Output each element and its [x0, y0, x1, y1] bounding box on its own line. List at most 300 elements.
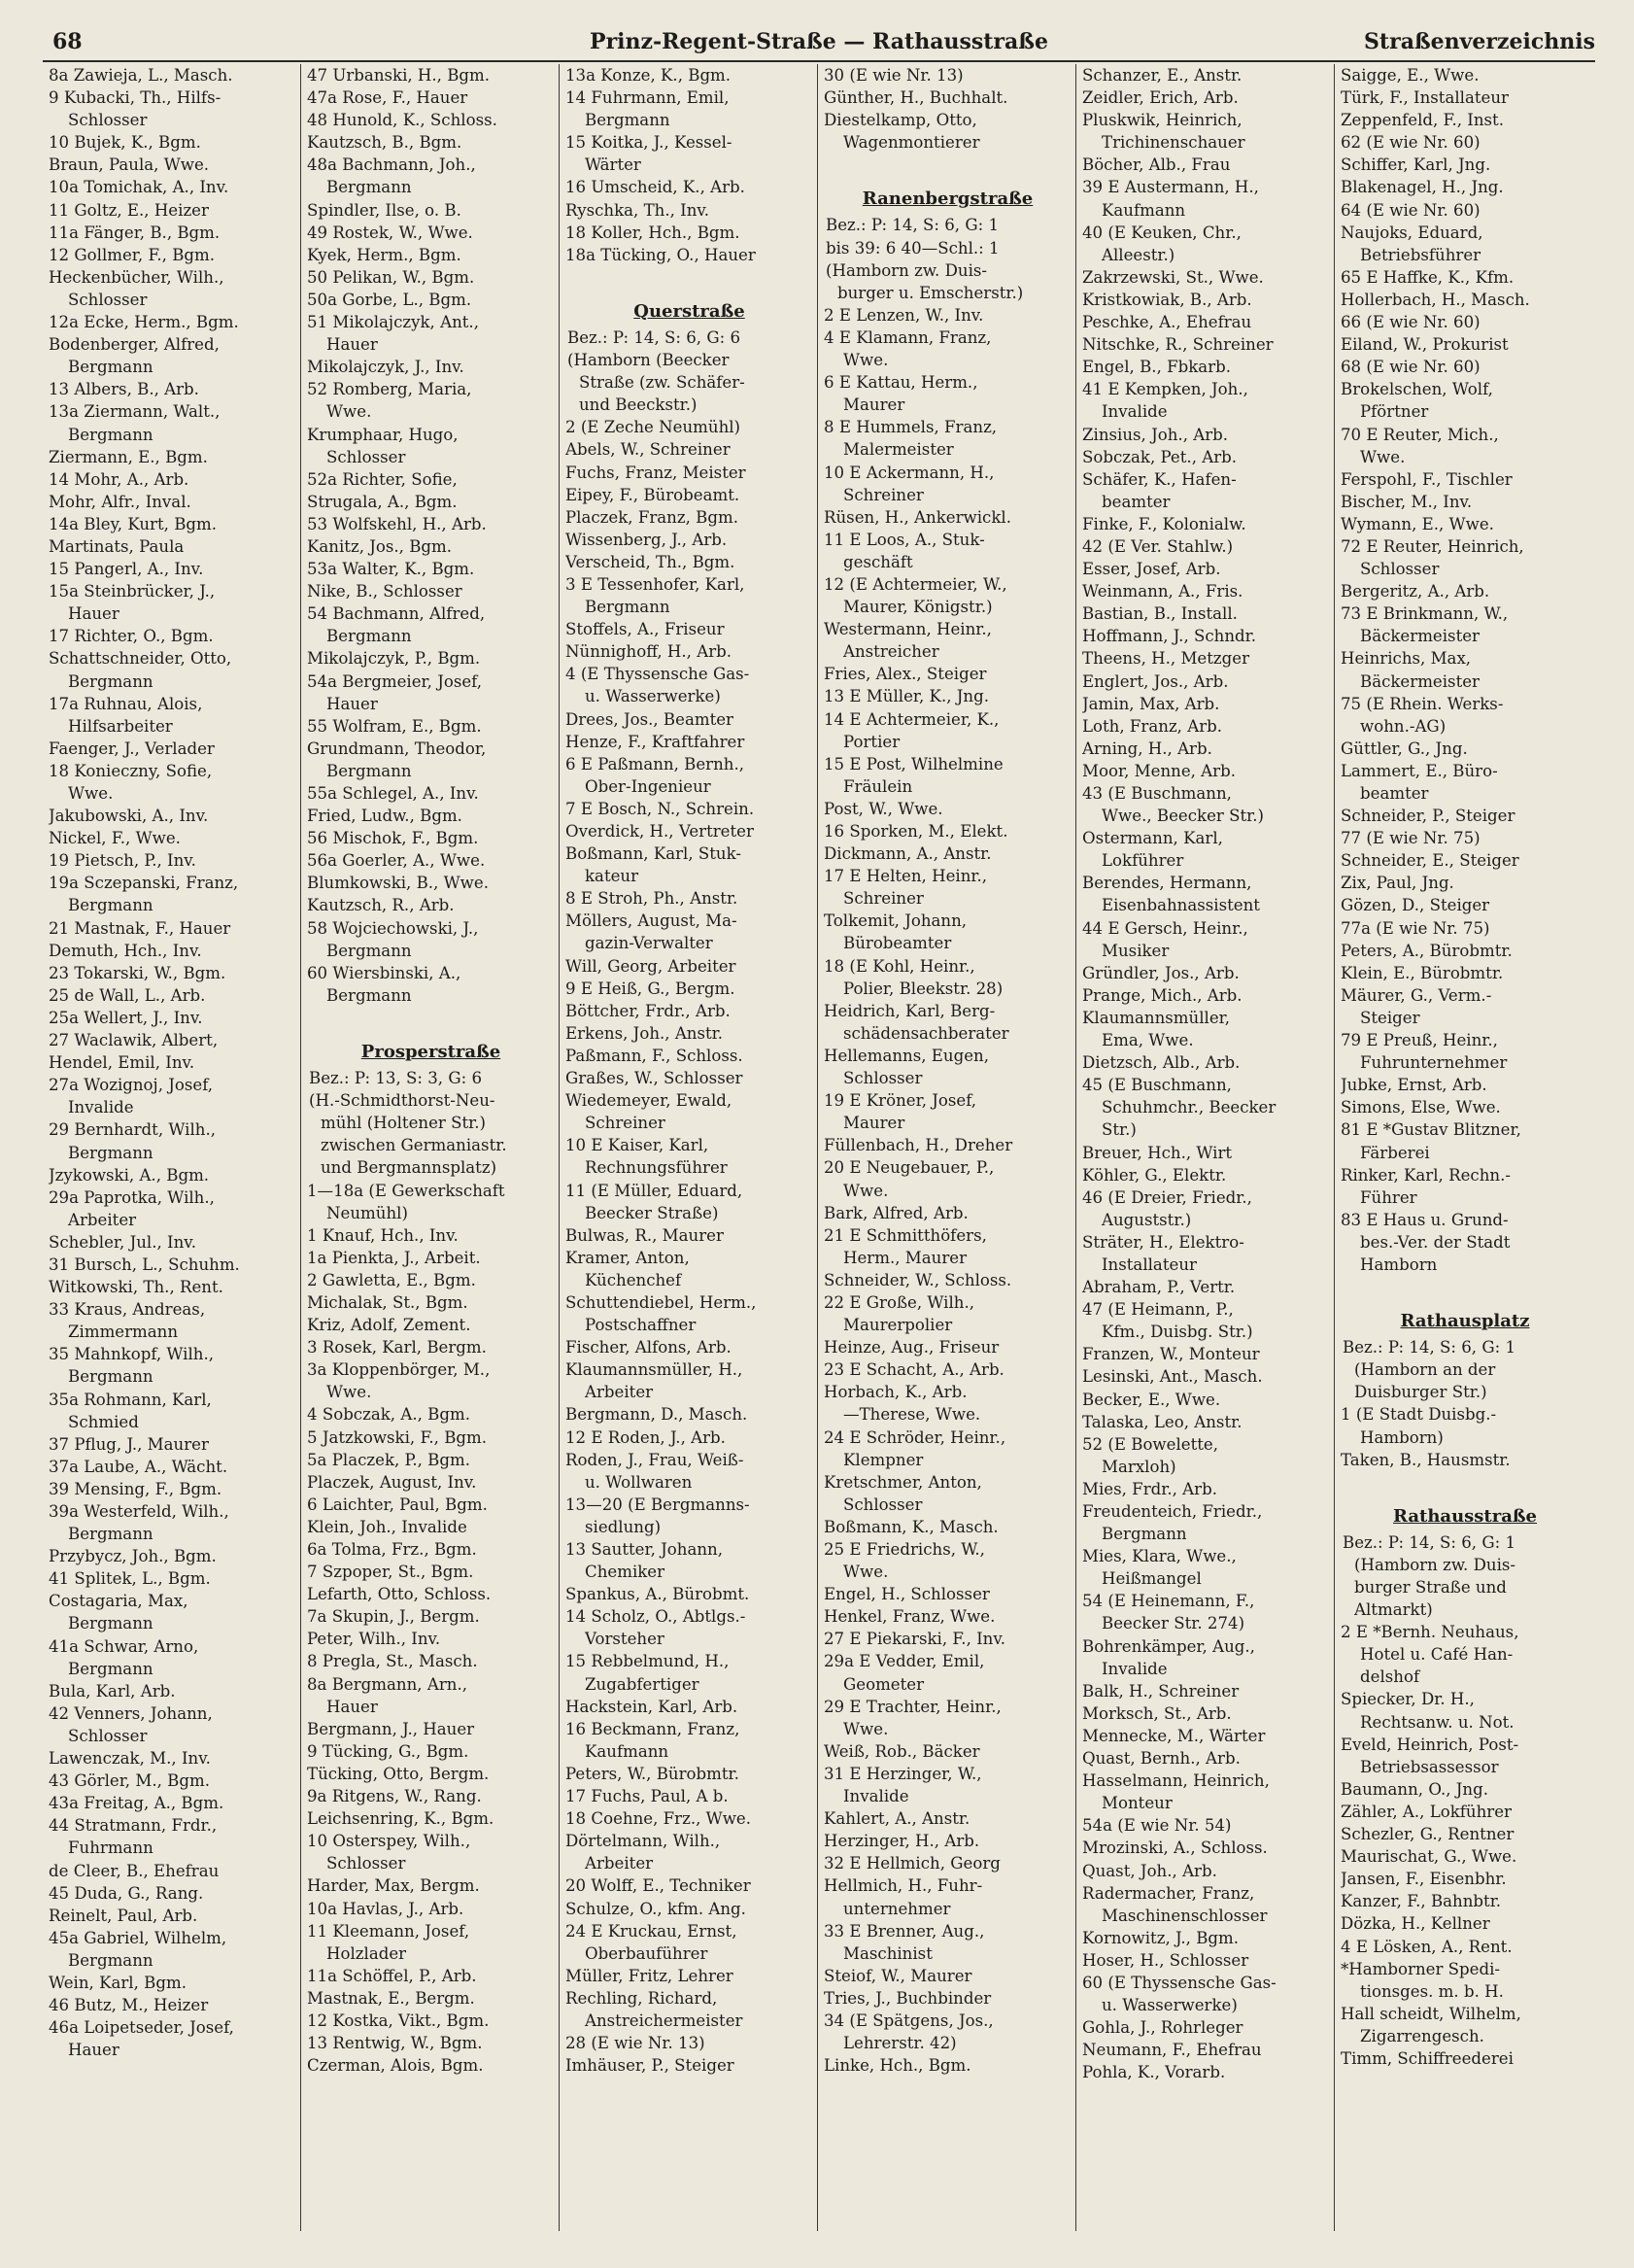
- directory-line: Wwe.: [843, 1719, 889, 1738]
- directory-line: 15 Rebbelmund, H.,: [565, 1652, 730, 1671]
- directory-line: 6 E Paßmann, Bernh.,: [565, 754, 745, 773]
- directory-line: Demuth, Hch., Inv.: [49, 941, 202, 960]
- directory-line: Klempner: [843, 1450, 924, 1469]
- directory-line: Heckenbücher, Wilh.,: [49, 267, 224, 287]
- directory-line: Bürobeamter: [843, 934, 952, 953]
- directory-line: 8 E Hummels, Franz,: [824, 418, 998, 437]
- directory-line: Gründler, Jos., Arb.: [1082, 963, 1240, 982]
- directory-line: Auguststr.): [1102, 1210, 1192, 1229]
- directory-line: 1 Knauf, Hch., Inv.: [307, 1225, 459, 1245]
- directory-line: Anstreicher: [843, 642, 939, 662]
- directory-line: Quast, Bernh., Arb.: [1082, 1749, 1241, 1769]
- directory-line: Michalak, St., Bgm.: [307, 1292, 468, 1312]
- directory-line: Wwe.: [326, 402, 372, 422]
- directory-line: Franzen, W., Monteur: [1082, 1345, 1260, 1364]
- directory-line: 13 Sautter, Johann,: [565, 1540, 724, 1559]
- directory-line: Hauer: [68, 604, 119, 624]
- directory-line: Englert, Jos., Arb.: [1082, 671, 1229, 691]
- directory-line: Fried, Ludw., Bgm.: [307, 807, 462, 826]
- directory-line: Heinze, Aug., Friseur: [824, 1338, 1000, 1357]
- directory-line: Geometer: [843, 1674, 925, 1694]
- directory-line: Ziermann, E., Bgm.: [49, 447, 208, 466]
- directory-line: Talaska, Leo, Anstr.: [1082, 1412, 1243, 1431]
- directory-line: Küchenchef: [585, 1270, 682, 1289]
- directory-line: 11a Fänger, B., Bgm.: [49, 223, 221, 242]
- directory-line: Peter, Wilh., Inv.: [307, 1630, 441, 1649]
- directory-line: Simons, Else, Wwe.: [1341, 1098, 1501, 1117]
- directory-line: Maurer: [843, 1114, 905, 1133]
- directory-line: Neumühl): [326, 1203, 408, 1222]
- directory-line: Zugabfertiger: [585, 1674, 699, 1694]
- directory-line: 53a Walter, K., Bgm.: [307, 560, 475, 579]
- directory-line: 55 Wolfram, E., Bgm.: [307, 716, 482, 736]
- column-6: [1335, 64, 1593, 2231]
- directory-line: Arbeiter: [585, 1383, 654, 1402]
- directory-line: Grundmann, Theodor,: [307, 739, 487, 758]
- directory-line: 5a Placzek, P., Bgm.: [307, 1450, 471, 1469]
- directory-line: Wwe.: [843, 1563, 889, 1582]
- directory-line: 15 Koitka, J., Kessel-: [565, 133, 732, 153]
- directory-line: gazin-Verwalter: [585, 934, 713, 953]
- directory-line: Bischer, M., Inv.: [1341, 492, 1473, 511]
- directory-line: Invalide: [68, 1098, 134, 1117]
- directory-line: 14 Scholz, O., Abtlgs.-: [565, 1607, 746, 1627]
- directory-line: Str.): [1102, 1120, 1137, 1140]
- directory-line: 17 E Helten, Heinr.,: [824, 867, 988, 886]
- directory-line: 20 E Neugebauer, P.,: [824, 1158, 995, 1178]
- directory-line: Wwe.: [326, 1383, 372, 1402]
- directory-line: 40 (E Keuken, Chr.,: [1082, 223, 1242, 242]
- directory-line: Schebler, Jul., Inv.: [49, 1232, 196, 1252]
- directory-line: Schlosser: [326, 1854, 406, 1873]
- directory-line: burger Straße und: [1354, 1578, 1507, 1597]
- directory-line: Kahlert, A., Anstr.: [824, 1809, 970, 1829]
- directory-line: Schmied: [68, 1412, 139, 1431]
- directory-line: beamter: [1102, 492, 1171, 511]
- directory-line: 77 (E wie Nr. 75): [1341, 829, 1481, 848]
- directory-line: Maurerpolier: [843, 1316, 953, 1335]
- directory-line: Rüsen, H., Ankerwickl.: [824, 507, 1011, 527]
- directory-line: Drees, Jos., Beamter: [565, 709, 733, 729]
- directory-line: Fries, Alex., Steiger: [824, 665, 987, 684]
- directory-line: 24 E Kruckau, Ernst,: [565, 1921, 737, 1941]
- directory-line: Kretschmer, Anton,: [824, 1472, 982, 1492]
- directory-line: Lesinski, Ant., Masch.: [1082, 1367, 1263, 1387]
- directory-line: Altmarkt): [1354, 1600, 1433, 1620]
- directory-line: 10 E Ackermann, H.,: [824, 463, 995, 482]
- page-header: [43, 29, 1595, 60]
- directory-line: Hamborn): [1360, 1427, 1444, 1447]
- directory-line: 45 Duda, G., Rang.: [49, 1883, 204, 1903]
- directory-line: Krumphaar, Hugo,: [307, 425, 459, 444]
- directory-line: Will, Georg, Arbeiter: [565, 956, 736, 976]
- directory-line: 2 E *Bernh. Neuhaus,: [1341, 1623, 1519, 1642]
- directory-line: 1—18a (E Gewerkschaft: [307, 1181, 505, 1200]
- directory-line: Wagenmontierer: [843, 133, 980, 153]
- directory-line: Musiker: [1102, 941, 1170, 960]
- directory-line: Jzykowski, A., Bgm.: [49, 1165, 210, 1185]
- directory-line: Schneider, E., Steiger: [1341, 851, 1519, 871]
- directory-line: Bergmann: [326, 761, 412, 780]
- directory-line: 83 E Haus u. Grund-: [1341, 1210, 1509, 1229]
- directory-line: Hauer: [326, 1697, 378, 1716]
- directory-line: Hauer: [68, 2041, 119, 2060]
- directory-line: Placzek, August, Inv.: [307, 1472, 477, 1492]
- directory-line: 19 Pietsch, P., Inv.: [49, 851, 196, 871]
- directory-line: Wein, Karl, Bgm.: [49, 1973, 187, 1992]
- directory-line: 70 E Reuter, Mich.,: [1341, 425, 1499, 444]
- directory-line: Färberei: [1360, 1143, 1430, 1162]
- directory-line: Spiecker, Dr. H.,: [1341, 1690, 1475, 1709]
- directory-line: 17a Ruhnau, Alois,: [49, 694, 203, 713]
- directory-line: de Cleer, B., Ehefrau: [49, 1861, 220, 1880]
- directory-line: 33 Kraus, Andreas,: [49, 1300, 206, 1320]
- directory-line: 47 Urbanski, H., Bgm.: [307, 66, 491, 85]
- directory-line: schädensachberater: [843, 1023, 1009, 1043]
- directory-line: Peters, W., Bürobmtr.: [565, 1764, 739, 1783]
- directory-line: Führer: [1360, 1187, 1417, 1207]
- directory-line: 11a Schöffel, P., Arb.: [307, 1966, 477, 1985]
- directory-line: 39a Westerfeld, Wilh.,: [49, 1502, 229, 1521]
- directory-line: 43 (E Buschmann,: [1082, 784, 1232, 803]
- directory-line: Bergmann: [68, 1143, 153, 1162]
- directory-line: Lehrerstr. 42): [843, 2034, 957, 2053]
- directory-line: Polier, Bleekstr. 28): [843, 979, 1004, 998]
- directory-line: 13a Konze, K., Bgm.: [565, 66, 732, 85]
- directory-line: Verscheid, Th., Bgm.: [565, 552, 735, 571]
- directory-line: Kristkowiak, B., Arb.: [1082, 290, 1252, 309]
- directory-line: 19 E Kröner, Josef,: [824, 1091, 977, 1111]
- directory-line: 14 Fuhrmann, Emil,: [565, 88, 730, 108]
- directory-line: tionsges. m. b. H.: [1360, 1981, 1504, 2001]
- directory-line: Kautzsch, B., Bgm.: [307, 133, 462, 153]
- directory-line: 65 E Haffke, K., Kfm.: [1341, 267, 1515, 287]
- directory-line: 68 (E wie Nr. 60): [1341, 358, 1481, 377]
- directory-line: Müller, Fritz, Lehrer: [565, 1966, 733, 1985]
- directory-line: 39 Mensing, F., Bgm.: [49, 1479, 222, 1498]
- directory-line: Boßmann, Karl, Stuk-: [565, 844, 741, 864]
- directory-line: Mies, Frdr., Arb.: [1082, 1479, 1217, 1498]
- directory-line: Moor, Menne, Arb.: [1082, 761, 1236, 780]
- directory-line: Bergmann: [68, 671, 153, 691]
- directory-line: Mäurer, G., Verm.-: [1341, 985, 1492, 1005]
- directory-line: 12 E Roden, J., Arb.: [565, 1427, 726, 1447]
- directory-line: Timm, Schiffreederei: [1341, 2048, 1514, 2068]
- directory-line: 12a Ecke, Herm., Bgm.: [49, 313, 239, 332]
- street-heading: Prosperstraße: [360, 1041, 501, 1062]
- directory-line: Wwe.: [843, 351, 889, 370]
- directory-line: Ema, Wwe.: [1102, 1031, 1194, 1050]
- directory-line: 25 E Friedrichs, W.,: [824, 1540, 985, 1559]
- directory-line: Böcher, Alb., Frau: [1082, 155, 1231, 175]
- directory-line: Bergmann: [585, 111, 670, 130]
- directory-line: Henkel, Franz, Wwe.: [824, 1607, 996, 1627]
- directory-line: Bohrenkämper, Aug.,: [1082, 1636, 1255, 1656]
- directory-line: geschäft: [843, 552, 913, 571]
- directory-line: Schlosser: [68, 111, 148, 130]
- directory-line: 47 (E Heimann, P.,: [1082, 1300, 1234, 1320]
- directory-line: 29 Bernhardt, Wilh.,: [49, 1120, 216, 1140]
- directory-line: 24 E Schröder, Heinr.,: [824, 1427, 1006, 1447]
- directory-line: 27 E Piekarski, F., Inv.: [824, 1630, 1006, 1649]
- directory-line: Pluskwik, Heinrich,: [1082, 111, 1243, 130]
- directory-line: Theens, H., Metzger: [1082, 649, 1250, 669]
- directory-line: Schlosser: [326, 447, 406, 466]
- directory-line: Fuhrmann: [68, 1838, 153, 1858]
- directory-line: Peschke, A., Ehefrau: [1082, 313, 1252, 332]
- directory-line: Zeppenfeld, F., Inst.: [1341, 111, 1504, 130]
- directory-line: Wymann, E., Wwe.: [1341, 514, 1494, 533]
- directory-line: Dörtelmann, Wilh.,: [565, 1832, 721, 1851]
- directory-line: Bulwas, R., Maurer: [565, 1225, 724, 1245]
- directory-line: Leichsenring, K., Bgm.: [307, 1809, 494, 1829]
- directory-line: 11 Goltz, E., Heizer: [49, 200, 209, 220]
- directory-line: 8a Bergmann, Arn.,: [307, 1674, 467, 1694]
- directory-line: Schlosser: [843, 1069, 923, 1088]
- directory-line: 20 Wolff, E., Techniker: [565, 1876, 751, 1896]
- page-number: 68: [52, 29, 83, 54]
- directory-line: 17 Richter, O., Bgm.: [49, 627, 214, 646]
- directory-line: 44 E Gersch, Heinr.,: [1082, 918, 1248, 938]
- directory-line: Bergmann, D., Masch.: [565, 1405, 748, 1425]
- directory-line: 7 Szpoper, St., Bgm.: [307, 1563, 474, 1582]
- directory-line: Wwe.: [843, 1181, 889, 1200]
- directory-line: 3a Kloppenbörger, M.,: [307, 1360, 491, 1380]
- directory-line: 2 E Lenzen, W., Inv.: [824, 305, 984, 325]
- directory-line: Nitschke, R., Schreiner: [1082, 335, 1274, 355]
- directory-line: Strugala, A., Bgm.: [307, 492, 458, 511]
- directory-line: 79 E Preuß, Heinr.,: [1341, 1031, 1498, 1050]
- directory-line: Eipey, F., Bürobeamt.: [565, 485, 740, 504]
- directory-line: Ferspohl, F., Tischler: [1341, 469, 1513, 489]
- directory-line: Rinker, Karl, Rechn.-: [1341, 1165, 1511, 1185]
- directory-line: Monteur: [1102, 1794, 1173, 1813]
- directory-line: Schezler, G., Rentner: [1341, 1825, 1515, 1844]
- directory-line: 58 Wojciechowski, J.,: [307, 918, 479, 938]
- directory-line: 46 Butz, M., Heizer: [49, 1996, 209, 2015]
- directory-line: Jakubowski, A., Inv.: [49, 807, 209, 826]
- directory-line: Henze, F., Kraftfahrer: [565, 732, 745, 751]
- directory-line: Engel, H., Schlosser: [824, 1585, 990, 1604]
- directory-line: Diestelkamp, Otto,: [824, 111, 977, 130]
- directory-line: Prange, Mich., Arb.: [1082, 985, 1243, 1005]
- directory-line: Reinelt, Paul, Arb.: [49, 1906, 198, 1925]
- directory-line: 72 E Reuter, Heinrich,: [1341, 536, 1524, 556]
- directory-line: Fuchs, Franz, Meister: [565, 463, 746, 482]
- directory-line: bes.-Ver. der Stadt: [1360, 1232, 1511, 1252]
- street-heading: Querstraße: [633, 300, 745, 322]
- directory-line: Duisburger Str.): [1354, 1383, 1487, 1402]
- directory-line: 29 E Trachter, Heinr.,: [824, 1697, 1002, 1716]
- directory-line: 53 Wolfskehl, H., Arb.: [307, 514, 487, 533]
- directory-line: beamter: [1360, 784, 1429, 803]
- directory-line: Lefarth, Otto, Schloss.: [307, 1585, 492, 1604]
- directory-line: 46a Loipetseder, Josef,: [49, 2018, 234, 2038]
- directory-line: 10 Osterspey, Wilh.,: [307, 1832, 471, 1851]
- directory-line: Overdick, H., Vertreter: [565, 822, 754, 841]
- directory-line: 6 E Kattau, Herm.,: [824, 373, 978, 393]
- directory-line: Bodenberger, Alfred,: [49, 335, 220, 355]
- directory-line: Dietzsch, Alb., Arb.: [1082, 1053, 1241, 1073]
- directory-line: Kyek, Herm., Bgm.: [307, 245, 461, 264]
- directory-line: —Therese, Wwe.: [843, 1405, 981, 1425]
- directory-line: Schlosser: [68, 1726, 148, 1745]
- directory-line: 62 (E wie Nr. 60): [1341, 133, 1481, 153]
- directory-line: 25a Wellert, J., Inv.: [49, 1008, 203, 1027]
- directory-line: Mikolajczyk, P., Bgm.: [307, 649, 481, 669]
- directory-line: Hellemanns, Eugen,: [824, 1046, 989, 1065]
- directory-line: 23 Tokarski, W., Bgm.: [49, 963, 226, 982]
- directory-line: Graßes, W., Schlosser: [565, 1069, 743, 1088]
- directory-line: Eisenbahnassistent: [1102, 896, 1260, 915]
- directory-line: Fischer, Alfons, Arb.: [565, 1338, 732, 1357]
- directory-line: 3 E Tessenhofer, Karl,: [565, 574, 745, 594]
- directory-line: Nickel, F., Wwe.: [49, 829, 181, 848]
- directory-line: Anstreichermeister: [585, 2010, 743, 2030]
- directory-line: Kriz, Adolf, Zement.: [307, 1316, 471, 1335]
- directory-line: Balk, H., Schreiner: [1082, 1681, 1240, 1701]
- directory-line: 73 E Brinkmann, W.,: [1341, 604, 1509, 624]
- directory-line: 55a Schlegel, A., Inv.: [307, 784, 479, 803]
- directory-line: 45 (E Buschmann,: [1082, 1076, 1232, 1095]
- directory-line: 60 (E Thyssensche Gas-: [1082, 1973, 1277, 1992]
- directory-line: 16 Beckmann, Franz,: [565, 1719, 740, 1738]
- directory-line: 48a Bachmann, Joh.,: [307, 155, 476, 175]
- directory-line: Wwe., Beecker Str.): [1102, 807, 1265, 826]
- directory-line: 8 E Stroh, Ph., Anstr.: [565, 889, 738, 909]
- directory-line: Gözen, D., Steiger: [1341, 896, 1490, 915]
- directory-line: Hackstein, Karl, Arb.: [565, 1697, 738, 1716]
- directory-line: 66 (E wie Nr. 60): [1341, 313, 1481, 332]
- directory-line: 54 (E Heinemann, F.,: [1082, 1592, 1255, 1611]
- directory-line: Bergmann: [326, 627, 412, 646]
- directory-line: Peters, A., Bürobmtr.: [1341, 941, 1513, 960]
- directory-line: Sträter, H., Elektro-: [1082, 1232, 1244, 1252]
- directory-line: Malermeister: [843, 440, 954, 460]
- directory-line: burger u. Emscherstr.): [837, 283, 1024, 302]
- directory-line: 21 E Schmitthöfers,: [824, 1225, 987, 1245]
- directory-line: Zimmermann: [68, 1323, 179, 1342]
- directory-line: Schneider, P., Steiger: [1341, 807, 1515, 826]
- directory-line: Schreiner: [585, 1114, 665, 1133]
- directory-line: Fuhrunternehmer: [1360, 1053, 1508, 1073]
- directory-line: u. Wollwaren: [585, 1472, 693, 1492]
- directory-line: Klein, E., Bürobmtr.: [1341, 963, 1504, 982]
- directory-line: 14a Bley, Kurt, Bgm.: [49, 514, 218, 533]
- directory-line: Weinmann, A., Fris.: [1082, 582, 1243, 601]
- directory-line: Mastnak, E., Bergm.: [307, 1988, 475, 2008]
- directory-line: 32 E Hellmich, Georg: [824, 1854, 1001, 1873]
- directory-line: 64 (E wie Nr. 60): [1341, 200, 1481, 220]
- directory-line: Hauer: [326, 694, 378, 713]
- directory-line: 48 Hunold, K., Schloss.: [307, 111, 497, 130]
- directory-line: 42 Venners, Johann,: [49, 1703, 213, 1723]
- directory-line: Bez.: P: 14, S: 6, G: 1: [826, 216, 1000, 235]
- directory-line: Brokelschen, Wolf,: [1341, 380, 1493, 399]
- directory-line: Gohla, J., Rohrleger: [1082, 2018, 1243, 2038]
- directory-line: 49 Rostek, W., Wwe.: [307, 223, 473, 242]
- directory-line: 16 Umscheid, K., Arb.: [565, 178, 745, 197]
- column-1: [43, 64, 301, 2231]
- directory-line: 9a Ritgens, W., Rang.: [307, 1787, 482, 1806]
- directory-line: 41 Splitek, L., Bgm.: [49, 1569, 211, 1589]
- directory-line: 77a (E wie Nr. 75): [1341, 918, 1490, 938]
- directory-line: Esser, Josef, Arb.: [1082, 560, 1221, 579]
- directory-line: Dickmann, A., Anstr.: [824, 844, 992, 864]
- directory-line: 31 Bursch, L., Schuhm.: [49, 1254, 240, 1274]
- directory-line: Wärter: [585, 155, 641, 175]
- directory-line: Kaufmann: [1102, 200, 1186, 220]
- directory-line: 4 Sobczak, A., Bgm.: [307, 1405, 470, 1425]
- directory-line: 37 Pflug, J., Maurer: [49, 1434, 209, 1454]
- directory-line: Bark, Alfred, Arb.: [824, 1203, 969, 1222]
- directory-line: Ostermann, Karl,: [1082, 829, 1223, 848]
- directory-line: Bergmann: [68, 425, 153, 444]
- directory-line: Vorsteher: [585, 1630, 664, 1649]
- directory-line: Pohla, K., Vorarb.: [1082, 2063, 1226, 2082]
- street-heading: Rathausplatz: [1400, 1311, 1530, 1332]
- directory-line: Maurischat, G., Wwe.: [1341, 1847, 1517, 1867]
- directory-line: Schiffer, Karl, Jng.: [1341, 155, 1491, 175]
- directory-line: Nünnighoff, H., Arb.: [565, 642, 732, 662]
- directory-line: 42 (E Ver. Stahlw.): [1082, 536, 1234, 556]
- directory-line: 31 E Herzinger, W.,: [824, 1764, 982, 1783]
- directory-line: Kfm., Duisbg. Str.): [1102, 1323, 1253, 1342]
- directory-line: Boßmann, K., Masch.: [824, 1517, 999, 1536]
- directory-line: 27 Waclawik, Albert,: [49, 1031, 219, 1050]
- directory-line: Mennecke, M., Wärter: [1082, 1726, 1266, 1745]
- directory-line: Bergmann: [1102, 1525, 1187, 1544]
- directory-line: Abraham, P., Vertr.: [1082, 1278, 1236, 1297]
- directory-line: 4 (E Thyssensche Gas-: [565, 665, 750, 684]
- directory-line: u. Wasserwerke): [585, 687, 721, 706]
- directory-line: 12 Gollmer, F., Bgm.: [49, 245, 216, 264]
- directory-line: 3 Rosek, Karl, Bergm.: [307, 1338, 487, 1357]
- directory-line: Harder, Max, Bergm.: [307, 1876, 480, 1896]
- directory-line: Bergmann: [585, 598, 670, 617]
- directory-line: kateur: [585, 867, 639, 886]
- directory-line: 14 Mohr, A., Arb.: [49, 469, 189, 489]
- directory-line: 7a Skupin, J., Bergm.: [307, 1607, 480, 1627]
- directory-line: 15 E Post, Wilhelmine: [824, 754, 1004, 773]
- directory-line: Alleestr.): [1102, 245, 1175, 264]
- directory-line: 4 E Klamann, Franz,: [824, 327, 992, 347]
- directory-line: Tolkemit, Johann,: [824, 911, 968, 931]
- directory-line: 75 (E Rhein. Werks-: [1341, 694, 1504, 713]
- directory-line: 50a Gorbe, L., Bgm.: [307, 290, 472, 309]
- directory-line: 9 Tücking, G., Bgm.: [307, 1741, 469, 1761]
- directory-line: Herm., Maurer: [843, 1248, 968, 1267]
- directory-line: Invalide: [1102, 1659, 1168, 1678]
- directory-line: 18 (E Kohl, Heinr.,: [824, 956, 975, 976]
- directory-line: Weiß, Rob., Bäcker: [824, 1741, 980, 1761]
- directory-line: (Hamborn (Beecker: [567, 351, 730, 370]
- directory-line: Martinats, Paula: [49, 536, 185, 556]
- column-3: [560, 64, 818, 2231]
- directory-line: Zix, Paul, Jng.: [1341, 874, 1454, 893]
- directory-line: 13 Rentwig, W., Bgm.: [307, 2034, 483, 2053]
- directory-line: Portier: [843, 732, 901, 751]
- directory-line: Heidrich, Karl, Berg-: [824, 1001, 996, 1020]
- directory-line: Saigge, E., Wwe.: [1341, 66, 1480, 85]
- directory-line: Zeidler, Erich, Arb.: [1082, 88, 1239, 108]
- directory-line: Kornowitz, J., Bgm.: [1082, 1928, 1240, 1947]
- directory-line: Postschaffner: [585, 1316, 697, 1335]
- directory-line: Quast, Joh., Arb.: [1082, 1861, 1217, 1880]
- directory-line: Blakenagel, H., Jng.: [1341, 178, 1504, 197]
- directory-line: 6a Tolma, Frz., Bgm.: [307, 1540, 477, 1559]
- directory-line: 11 Kleemann, Josef,: [307, 1921, 470, 1941]
